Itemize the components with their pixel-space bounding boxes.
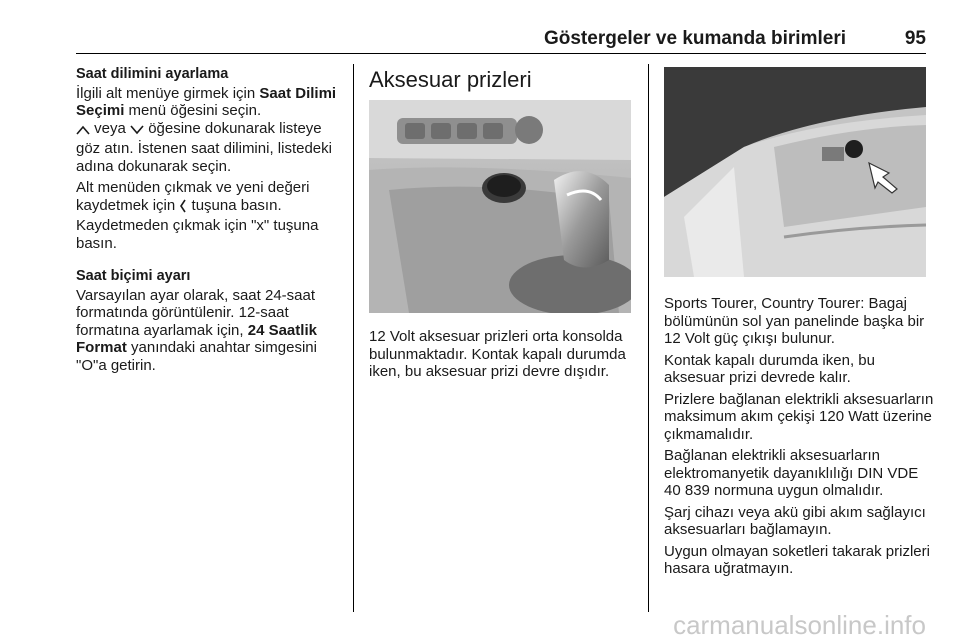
menu-item-24h-format: 24 Saatlik Format [76, 321, 317, 356]
heading-time-format: Saat biçimi ayarı [76, 268, 191, 284]
chevron-up-icon [76, 123, 90, 141]
header-title: Göstergeler ve kumanda birimleri [543, 28, 846, 49]
paragraph-time-zone: İlgili alt menüye girmek için Saat Dilimi Seçimi menü öğesini seçin. veya öğesine dokunarak listeye göz atın. İstenen saat dilimini, listedeki adına dokunarak seçin. [76, 84, 337, 175]
paragraph-emc: Bağlanan elektrikli aksesuarların elektromanyetik dayanıklılığı DIN VDE 40 839 normuna uygun olmalıdır. [664, 447, 919, 499]
column-right-text [664, 295, 934, 582]
paragraph-exit-submenu: Alt menüden çıkmak ve yeni değeri kaydetmek için tuşuna basın. Kaydetmeden çıkmak için "x" tuşuna basın. [76, 179, 319, 252]
cargo-area-socket-image [664, 67, 926, 277]
paragraph-unsuitable-sockets: Uygun olmayan soketleri takarak prizleri hasara uğratmayın. [664, 542, 930, 577]
paragraph-time-format: Varsayılan ayar olarak, saat 24-saat formatında görüntülenir. 12-saat formatına ayarlamak için, 24 Saatlik Format yanındaki anahtar simgesini "O"a getirin. [76, 286, 317, 374]
menu-item-time-zone: Saat Dilimi Seçimi [76, 84, 337, 119]
column-left [76, 66, 348, 378]
paragraph-cargo-socket: Sports Tourer, Country Tourer: Bagaj bölümünün sol yan panelinde başka bir 12 Volt güç çıkışı bulunur. [664, 295, 925, 347]
section-title: Aksesuar prizleri [369, 67, 532, 92]
watermark: carmanualsonline.info [673, 610, 926, 640]
column-divider-1 [353, 64, 354, 612]
paragraph-ignition-off: Kontak kapalı durumda iken, bu aksesuar prizi devrede kalır. [664, 351, 875, 386]
chevron-down-icon [130, 123, 144, 141]
caption-center-console: 12 Volt aksesuar prizleri orta konsolda bulunmaktadır. Kontak kapalı durumda iken, bu aksesuar prizi devre dışıdır. [369, 328, 626, 380]
column-divider-2 [648, 64, 649, 612]
center-console-socket-image [369, 100, 631, 313]
page-number: 95 [904, 28, 926, 49]
paragraph-no-chargers: Şarj cihazı veya akü gibi akım sağlayıcı aksesuarları bağlamayın. [664, 503, 926, 538]
paragraph-max-current: Prizlere bağlanan elektrikli aksesuarların maksimum akım çekişi 120 Watt üzerine çıkmamalıdır. [664, 390, 934, 443]
heading-time-zone: Saat dilimini ayarlama [76, 66, 229, 82]
column-middle-text [369, 328, 639, 385]
header-rule [76, 53, 926, 54]
